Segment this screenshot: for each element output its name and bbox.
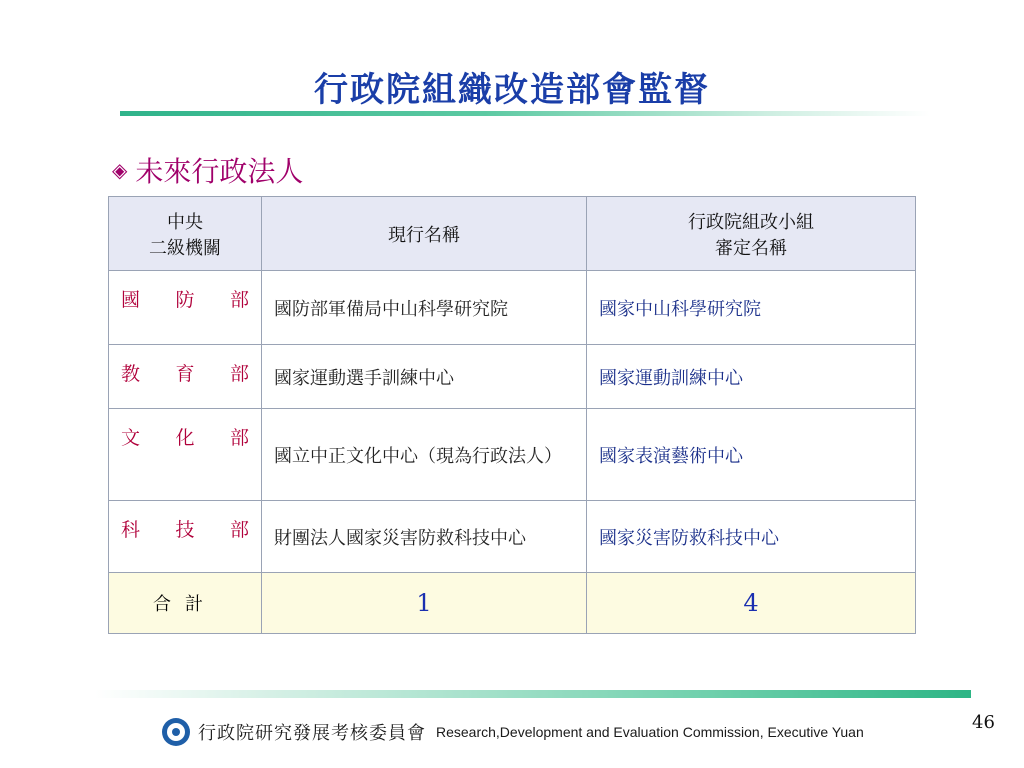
bullet-heading [112, 150, 303, 190]
total-new-count: 4 [587, 573, 916, 634]
header-current-name: 現行名稱 [262, 197, 587, 271]
current-name-cell: 國家運動選手訓練中心 [262, 345, 587, 409]
table-row [109, 409, 916, 501]
current-name-cell: 財團法人國家災害防救科技中心 [262, 501, 587, 573]
header-ministry: 中央 二級機關 [109, 197, 262, 271]
current-name-cell: 國立中正文化中心（現為行政法人） [262, 409, 587, 501]
table-header-row [109, 197, 916, 271]
rdec-logo-icon [162, 718, 190, 746]
table-row [109, 271, 916, 345]
total-row [109, 573, 916, 634]
footer-org-en: Research,Development and Evaluation Commission, Executive Yuan [436, 724, 864, 740]
slide-title: 行政院組織改造部會監督 [314, 70, 710, 110]
footer-org-zh: 行政院研究發展考核委員會 [198, 723, 426, 744]
bullet-text: 未來行政法人 [135, 155, 304, 188]
table-row [109, 345, 916, 409]
agency-table [108, 196, 916, 634]
ministry-cell: 文化部 [109, 409, 262, 501]
page-number: 46 [972, 712, 995, 733]
ministry-cell: 科技部 [109, 501, 262, 573]
ministry-cell: 教育部 [109, 345, 262, 409]
diamond-bullet-icon: ◈ [112, 158, 128, 182]
total-current-count: 1 [262, 573, 587, 634]
new-name-cell: 國家表演藝術中心 [587, 409, 916, 501]
current-name-cell: 國防部軍備局中山科學研究院 [262, 271, 587, 345]
ministry-cell: 國防部 [109, 271, 262, 345]
title-divider [120, 111, 930, 116]
header-new-name: 行政院組改小組 審定名稱 [587, 197, 916, 271]
new-name-cell: 國家中山科學研究院 [587, 271, 916, 345]
footer [162, 718, 864, 746]
footer-divider [95, 690, 971, 698]
new-name-cell: 國家運動訓練中心 [587, 345, 916, 409]
table-row [109, 501, 916, 573]
new-name-cell: 國家災害防救科技中心 [587, 501, 916, 573]
total-label: 合計 [109, 573, 262, 634]
